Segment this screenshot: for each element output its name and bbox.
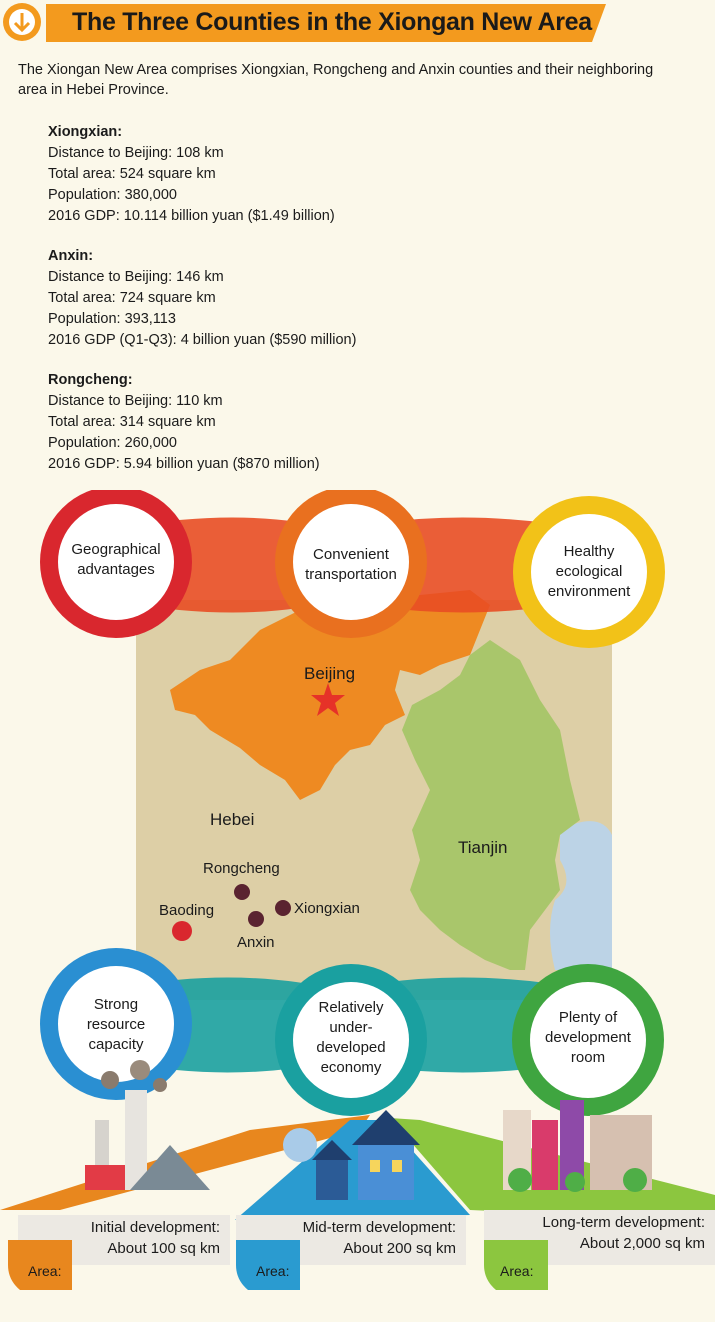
down-arrow-icon <box>0 0 44 44</box>
county-name: Rongcheng: <box>48 372 133 388</box>
label-beijing: Beijing <box>304 664 356 683</box>
county-distance: Distance to Beijing: 108 km <box>48 145 224 161</box>
longterm-development-box <box>484 1210 715 1270</box>
county-area: Total area: 524 square km <box>48 166 216 182</box>
county-name: Anxin: <box>48 248 94 264</box>
bubble-line: Geographical <box>71 541 161 558</box>
label-xiongxian: Xiongxian <box>294 900 360 917</box>
county-distance: Distance to Beijing: 110 km <box>48 393 223 409</box>
map-infographic <box>0 490 715 1322</box>
phase-title: Initial development: <box>90 1219 220 1236</box>
area-tag-label: Area: <box>256 1263 290 1279</box>
area-tag-label: Area: <box>500 1263 534 1279</box>
tree <box>283 1128 317 1162</box>
header-banner <box>0 0 715 48</box>
bubble-line: Relatively <box>318 999 384 1016</box>
bubble-line: Healthy <box>563 543 615 560</box>
phase-area: About 200 sq km <box>343 1240 456 1257</box>
county-population: Population: 380,000 <box>48 187 177 203</box>
county-anxin <box>48 246 668 351</box>
bubble-line: development <box>545 1029 631 1046</box>
phase-area: About 2,000 sq km <box>579 1235 705 1252</box>
bubble-line: economy <box>320 1059 382 1076</box>
area-tag-label: Area: <box>28 1263 62 1279</box>
phase-area: About 100 sq km <box>107 1240 220 1257</box>
bubble-resource <box>61 995 171 1055</box>
bubble-line: under- <box>329 1019 373 1036</box>
county-gdp: 2016 GDP (Q1-Q3): 4 billion yuan ($590 million) <box>48 332 357 348</box>
xiongxian-dot <box>275 900 291 916</box>
house <box>316 1160 348 1200</box>
bubble-ecology <box>534 542 644 602</box>
baoding-dot <box>172 921 192 941</box>
house <box>358 1145 414 1200</box>
intro-text: The Xiongan New Area comprises Xiongxian, Rongcheng and Anxin counties and their neighboring area in Hebei Province. <box>18 62 654 98</box>
bubble-line: resource <box>86 1016 146 1033</box>
bubble-line: room <box>570 1049 606 1066</box>
bubble-geographical <box>61 540 171 580</box>
bubble-line: Strong <box>93 996 139 1013</box>
county-gdp: 2016 GDP: 5.94 billion yuan ($870 million) <box>48 456 320 472</box>
label-hebei: Hebei <box>210 810 255 829</box>
label-anxin: Anxin <box>237 934 275 951</box>
county-xiongxian <box>48 122 668 227</box>
county-distance: Distance to Beijing: 146 km <box>48 269 224 285</box>
county-rongcheng <box>48 370 668 475</box>
bubble-economy <box>296 998 406 1078</box>
anxin-dot <box>248 911 264 927</box>
bubble-line: developed <box>316 1039 386 1056</box>
label-tianjin: Tianjin <box>458 838 508 857</box>
bubble-room <box>533 1008 643 1068</box>
rongcheng-dot <box>234 884 250 900</box>
label-baoding: Baoding <box>159 902 215 919</box>
county-area: Total area: 724 square km <box>48 290 216 306</box>
county-name: Xiongxian: <box>48 124 123 140</box>
county-population: Population: 393,113 <box>48 311 176 327</box>
phase-title: Mid-term development: <box>302 1219 456 1236</box>
phase-title: Long-term development: <box>542 1214 705 1231</box>
bubble-line: Convenient <box>313 546 389 563</box>
bubble-line: Plenty of <box>558 1009 618 1026</box>
factory-building <box>85 1165 125 1190</box>
building <box>532 1120 558 1190</box>
bubble-line: environment <box>547 583 631 600</box>
bubble-line: transportation <box>305 566 397 583</box>
label-rongcheng: Rongcheng <box>203 860 280 877</box>
bubble-transportation <box>296 545 406 585</box>
county-area: Total area: 314 square km <box>48 414 216 430</box>
page-title: The Three Counties in the Xiongan New Area <box>72 8 592 36</box>
bubble-line: capacity <box>88 1036 144 1053</box>
bubble-line: ecological <box>555 563 623 580</box>
county-population: Population: 260,000 <box>48 435 177 451</box>
bubble-line: advantages <box>77 561 155 578</box>
county-gdp: 2016 GDP: 10.114 billion yuan ($1.49 billion) <box>48 208 335 224</box>
